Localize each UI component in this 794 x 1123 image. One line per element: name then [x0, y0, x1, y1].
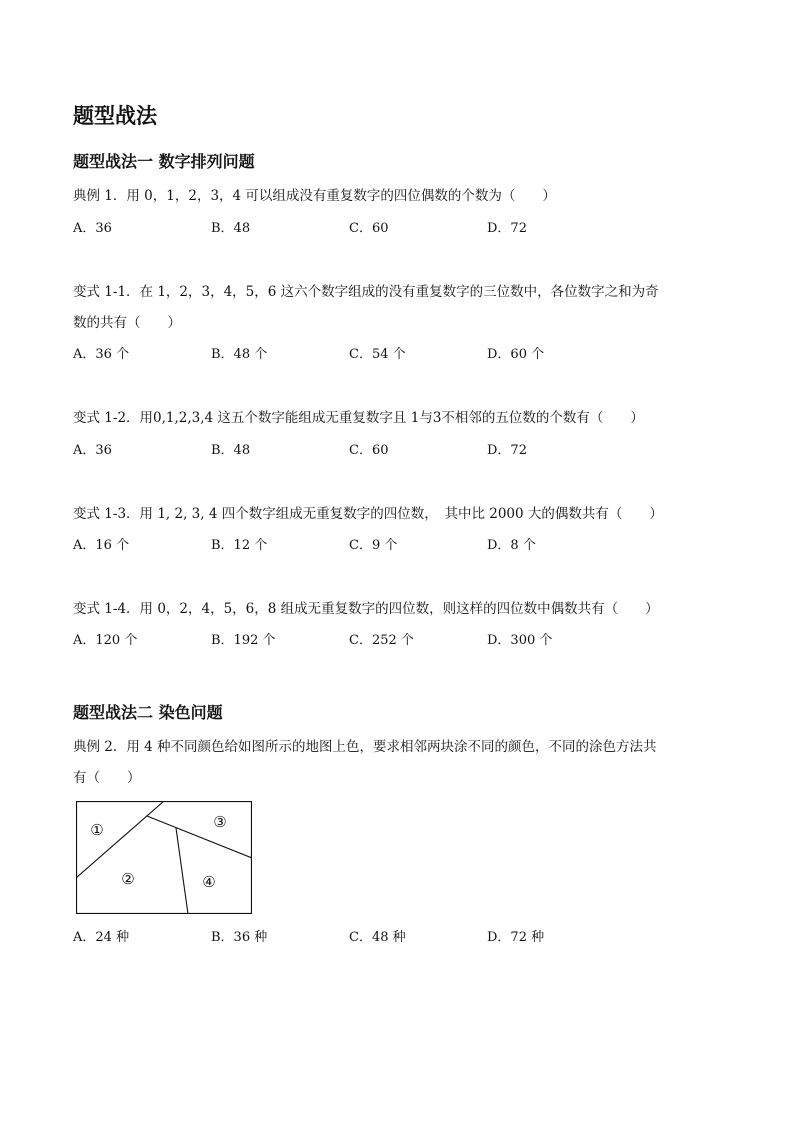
map-divider [147, 816, 252, 858]
map-divider [76, 801, 164, 878]
question-line: 变式 1-1．在 1，2，3，4，5，6 这六个数字组成的没有重复数字的三位数中，各位数字之和为奇 [73, 284, 659, 300]
option-c: C．252 个 [349, 633, 414, 648]
section-heading-2: 题型战法二 染色问题 [73, 703, 223, 722]
option-c: C．9 个 [349, 538, 398, 553]
page-title: 题型战法 [73, 104, 157, 128]
option-b: B．192 个 [211, 633, 276, 648]
option-d: D．300 个 [487, 633, 553, 648]
region-label-3: ③ [213, 813, 227, 831]
option-b: B．36 种 [211, 930, 268, 945]
map-divider [176, 828, 188, 914]
question-line: 典例 1．用 0，1，2，3，4 可以组成没有重复数字的四位偶数的个数为（ ） [73, 188, 556, 204]
option-b: B．48 [211, 221, 251, 236]
option-a: A．36 [73, 443, 112, 458]
option-c: C．60 [349, 443, 389, 458]
map-figure [76, 801, 252, 914]
option-d: D．72 种 [487, 930, 545, 945]
region-label-2: ② [121, 870, 135, 888]
region-label-1: ① [90, 821, 104, 839]
option-a: A．36 个 [73, 347, 130, 362]
option-c: C．54 个 [349, 347, 406, 362]
option-a: A．24 种 [73, 930, 130, 945]
question-line: 变式 1-4．用 0，2，4，5，6，8 组成无重复数字的四位数，则这样的四位数中偶数共有（ ） [73, 601, 659, 617]
option-c: C．48 种 [349, 930, 406, 945]
question-line: 典例 2．用 4 种不同颜色给如图所示的地图上色，要求相邻两块涂不同的颜色，不同的涂色方法共 [73, 739, 657, 755]
option-d: D．72 [487, 443, 527, 458]
question-line: 数的共有（ ） [73, 315, 181, 331]
question-line: 变式 1-3．用 1, 2, 3, 4 四个数字组成无重复数字的四位数， 其中比 2000 大的偶数共有（ ） [73, 506, 663, 522]
option-a: A．16 个 [73, 538, 130, 553]
option-d: D．72 [487, 221, 527, 236]
option-d: D．8 个 [487, 538, 536, 553]
option-d: D．60 个 [487, 347, 545, 362]
option-a: A．36 [73, 221, 112, 236]
option-a: A．120 个 [73, 633, 138, 648]
region-label-4: ④ [202, 873, 216, 891]
option-b: B．12 个 [211, 538, 268, 553]
question-line: 有（ ） [73, 770, 141, 786]
option-c: C．60 [349, 221, 389, 236]
question-line: 变式 1-2．用0,1,2,3,4 这五个数字能组成无重复数字且 1与3不相邻的五位数的个数有（ ） [73, 410, 644, 426]
option-b: B．48 [211, 443, 251, 458]
option-b: B．48 个 [211, 347, 268, 362]
section-heading-1: 题型战法一 数字排列问题 [73, 152, 255, 171]
